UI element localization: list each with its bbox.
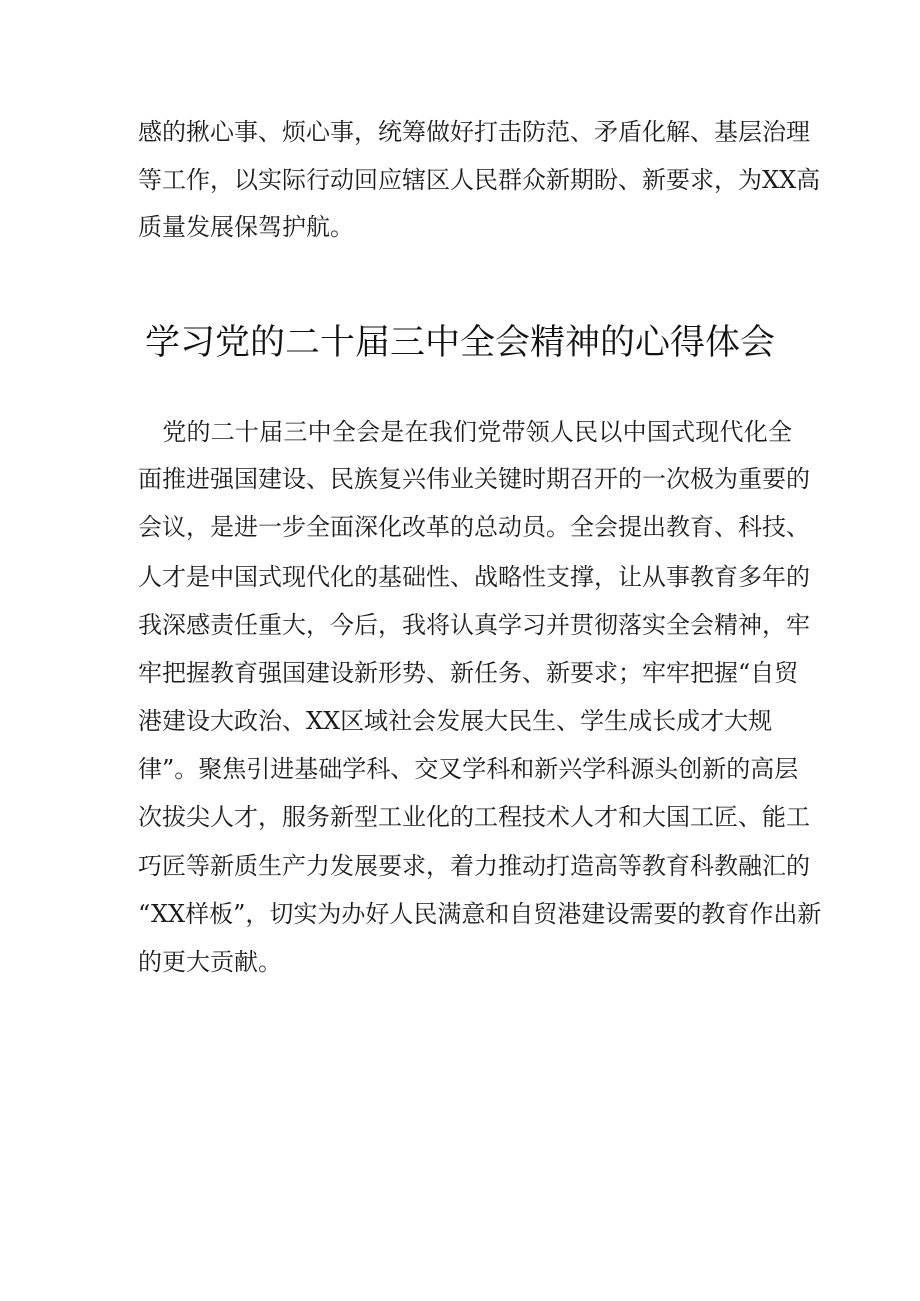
paragraph-line: 会议，是进一步全面深化改革的总动员。全会提出教育、科技、 [138,513,810,541]
paragraph-line: 面推进强国建设、民族复兴伟业关键时期召开的一次极为重要的 [138,465,810,493]
paragraph-line: 巧匠等新质生产力发展要求，着力推动打造高等教育科教融汇的 [138,852,810,880]
paragraph-line: 律”。聚焦引进基础学科、交叉学科和新兴学科源头创新的高层 [138,755,799,783]
document-title: 学习党的二十届三中全会精神的心得体会 [144,323,775,363]
paragraph-line: 我深感责任重大，今后，我将认真学习并贯彻落实全会精神，牢 [138,611,810,639]
paragraph-line: 等工作，以实际行动回应辖区人民群众新期盼、新要求，为XX高 [138,166,821,194]
paragraph-line: 人才是中国式现代化的基础性、战略性支撑，让从事教育多年的 [138,563,810,591]
paragraph-line: 质量发展保驾护航。 [138,213,354,241]
paragraph-line: 牢把握教育强国建设新形势、新任务、新要求；牢牢把握“自贸 [138,659,799,687]
paragraph-line: 感的揪心事、烦心事，统筹做好打击防范、矛盾化解、基层治理 [138,118,810,146]
paragraph-line: 党的二十届三中全会是在我们党带领人民以中国式现代化全 [138,418,792,446]
paragraph-line: 港建设大政治、XX区域社会发展大民生、学生成长成才大规 [138,707,773,735]
paragraph-line: 次拔尖人才，服务新型工业化的工程技术人才和大国工匠、能工 [138,803,810,831]
paragraph-line: “XX样板”，切实为办好人民满意和自贸港建设需要的教育作出新 [138,900,822,928]
paragraph-line: 的更大贡献。 [138,948,282,976]
